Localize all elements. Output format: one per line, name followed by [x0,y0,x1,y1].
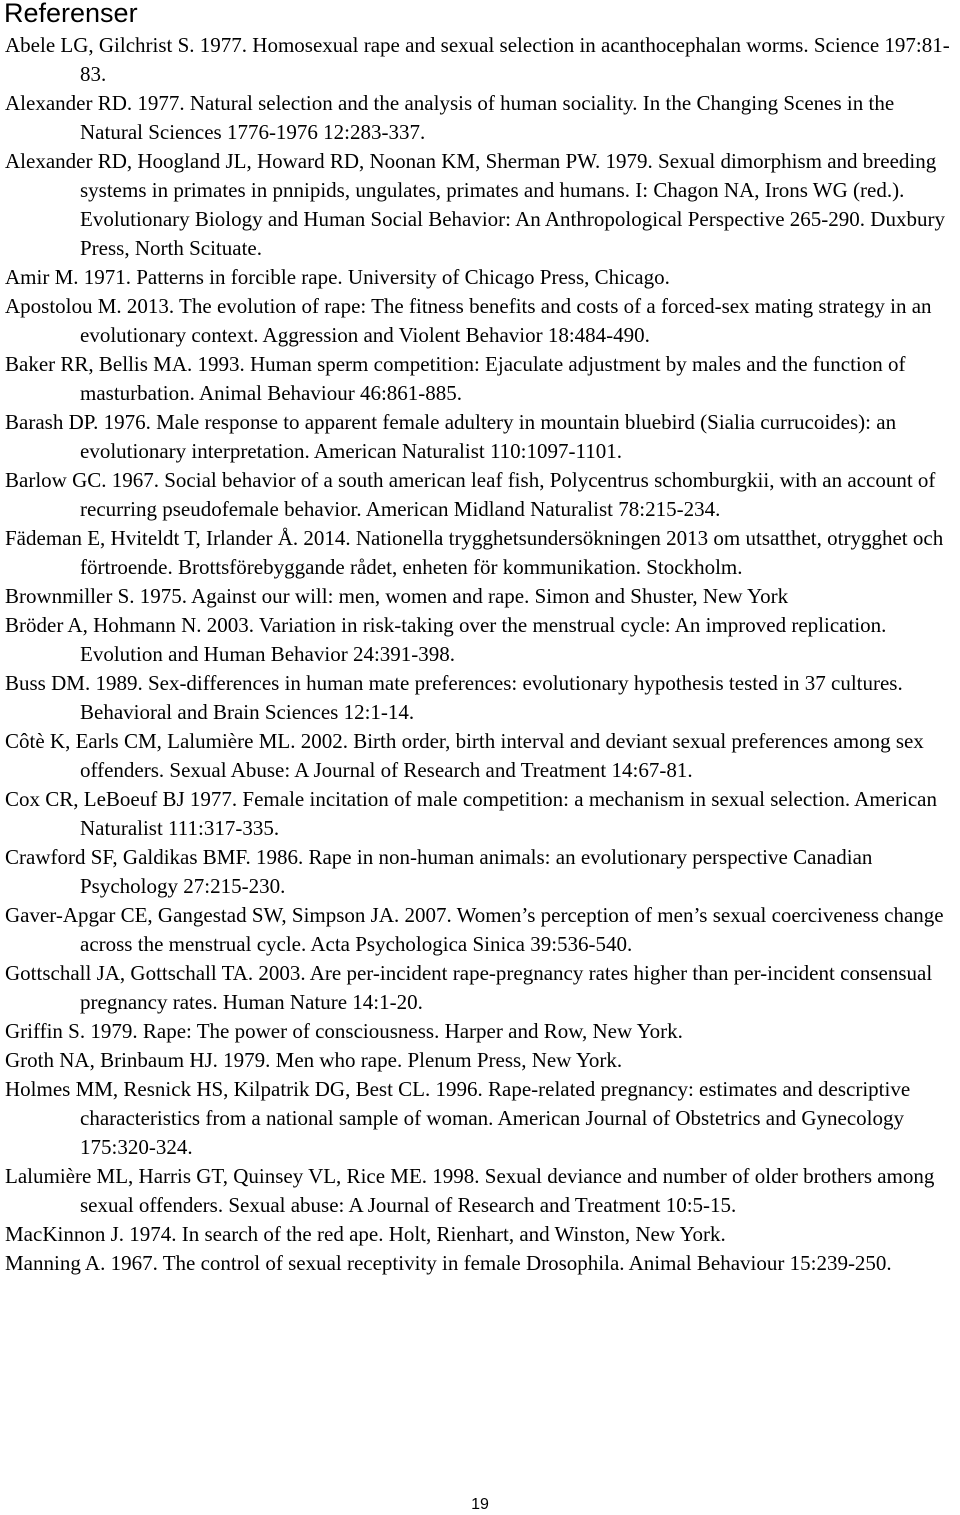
reference-entry: Alexander RD, Hoogland JL, Howard RD, Noonan KM, Sherman PW. 1979. Sexual dimorphism and breeding systems in primates in pnnipids, ungulates, primates and humans. I: Chagon NA, Irons WG (red.). Evolutionary Biology and Human Social Behavior: An Anthropological Perspective 265-290. Duxbury Press, North Scituate. [5,149,945,260]
page-heading: Referenser [4,0,138,28]
reference-entry: Côtè K, Earls CM, Lalumière ML. 2002. Birth order, birth interval and deviant sexual preferences among sex offenders. Sexual Abuse: A Journal of Research and Treatment 14:67-81. [5,729,924,782]
reference-entry: Gottschall JA, Gottschall TA. 2003. Are per-incident rape-pregnancy rates higher than per-incident consensual pregnancy rates. Human Nature 14:1-20. [5,961,933,1014]
reference-entry: Barlow GC. 1967. Social behavior of a south american leaf fish, Polycentrus schomburgkii, with an account of recurring pseudofemale behavior. American Midland Naturalist 78:215-234. [5,468,936,521]
reference-entry: Buss DM. 1989. Sex-differences in human mate preferences: evolutionary hypothesis tested in 37 cultures. Behavioral and Brain Sciences 12:1-14. [5,671,903,724]
reference-entry: Gaver-Apgar CE, Gangestad SW, Simpson JA. 2007. Women’s perception of men’s sexual coerciveness change across the menstrual cycle. Acta Psychologica Sinica 39:536-540. [5,903,944,956]
reference-entry: Brownmiller S. 1975. Against our will: men, women and rape. Simon and Shuster, New York [5,584,789,608]
reference-entry: Baker RR, Bellis MA. 1993. Human sperm competition: Ejaculate adjustment by males and the function of masturbation. Animal Behaviour 46:861-885. [5,352,906,405]
reference-entry: Barash DP. 1976. Male response to apparent female adultery in mountain bluebird (Sialia currucoides): an evolutionary interpretation. American Naturalist 110:1097-1101. [5,410,897,463]
reference-entry: Alexander RD. 1977. Natural selection and the analysis of human sociality. In the Changing Scenes in the Natural Sciences 1776-1976 12:283-337. [5,91,895,144]
reference-entry: Apostolou M. 2013. The evolution of rape: The fitness benefits and costs of a forced-sex mating strategy in an evolutionary context. Aggression and Violent Behavior 18:484-490. [5,294,932,347]
reference-entry: Abele LG, Gilchrist S. 1977. Homosexual rape and sexual selection in acanthocephalan worms. Science 197:81-83. [5,33,950,86]
reference-entry: Fädeman E, Hviteldt T, Irlander Å. 2014. Nationella trygghetsundersökningen 2013 om utsatthet, otrygghet och förtroende. Brottsförebyggande rådet, enheten för kommunikation. Stockholm. [5,526,944,579]
reference-entry: Cox CR, LeBoeuf BJ 1977. Female incitation of male competition: a mechanism in sexual selection. American Naturalist 111:317-335. [5,787,937,840]
reference-list [5,31,955,1278]
page-number: 19 [471,1496,489,1513]
reference-entry: Amir M. 1971. Patterns in forcible rape. University of Chicago Press, Chicago. [5,265,670,289]
reference-entry: Manning A. 1967. The control of sexual receptivity in female Drosophila. Animal Behaviour 15:239-250. [5,1251,892,1275]
reference-entry: Griffin S. 1979. Rape: The power of consciousness. Harper and Row, New York. [5,1019,683,1043]
reference-entry: Crawford SF, Galdikas BMF. 1986. Rape in non-human animals: an evolutionary perspective Canadian Psychology 27:215-230. [5,845,873,898]
reference-entry: MacKinnon J. 1974. In search of the red ape. Holt, Rienhart, and Winston, New York. [5,1222,726,1246]
reference-entry: Lalumière ML, Harris GT, Quinsey VL, Rice ME. 1998. Sexual deviance and number of older brothers among sexual offenders. Sexual abuse: A Journal of Research and Treatment 10:5-15. [5,1164,935,1217]
reference-entry: Groth NA, Brinbaum HJ. 1979. Men who rape. Plenum Press, New York. [5,1048,623,1072]
reference-entry: Bröder A, Hohmann N. 2003. Variation in risk-taking over the menstrual cycle: An improved replication. Evolution and Human Behavior 24:391-398. [5,613,887,666]
reference-entry: Holmes MM, Resnick HS, Kilpatrik DG, Best CL. 1996. Rape-related pregnancy: estimates and descriptive characteristics from a national sample of woman. American Journal of Obstetrics and Gynecology 175:320-324. [5,1077,911,1159]
